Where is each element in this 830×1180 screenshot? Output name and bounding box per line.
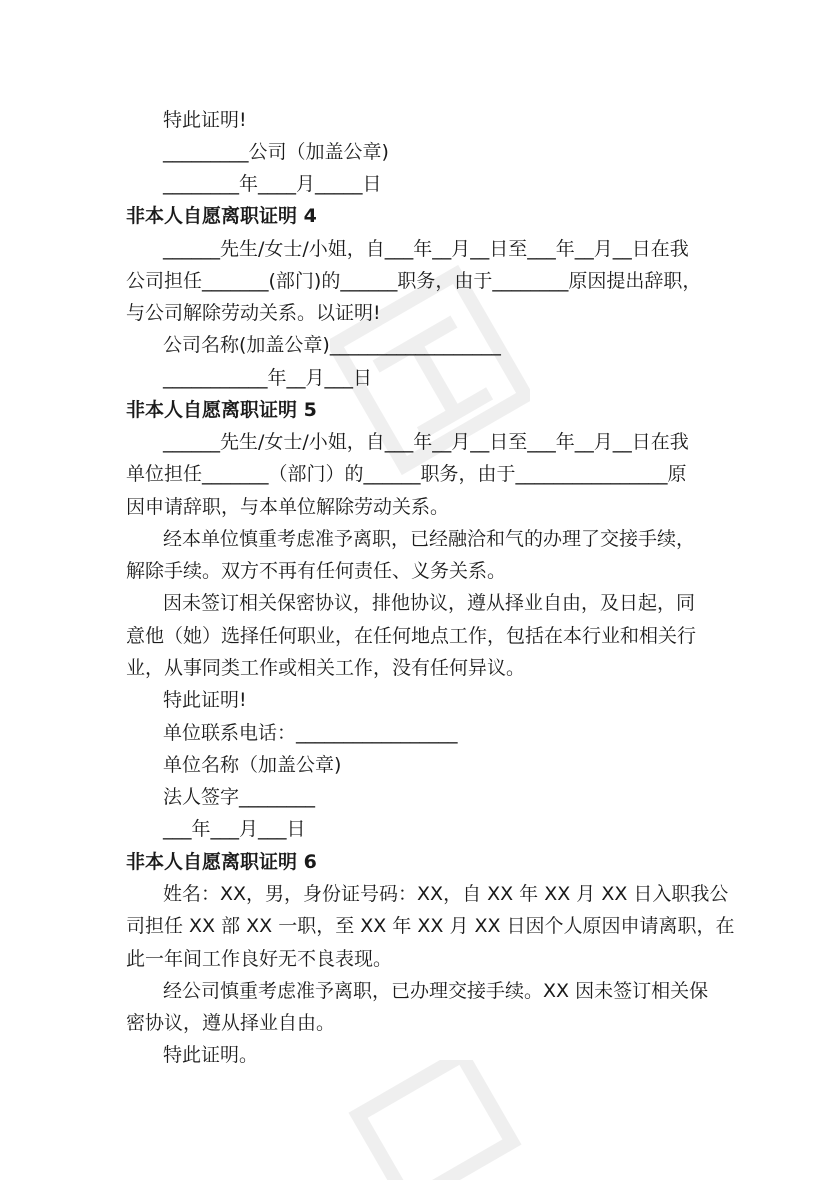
closing-statement: 特此证明! [163, 109, 247, 131]
paragraph-line: 业，从事同类工作或相关工作，没有任何异议。 [126, 657, 526, 679]
paragraph-line: 单位担任_______（部门）的______职务，由于________________原 [126, 463, 687, 485]
paragraph-line: 密协议，遵从择业自由。 [126, 1012, 336, 1034]
date-line: ___年___月___日 [163, 818, 306, 840]
paragraph-line: 经公司慎重考虑准予离职，已办理交接手续。XX 因未签订相关保 [163, 980, 709, 1002]
paragraph-line: ______先生/女士/小姐，自___年__月__日至___年__月__日在我 [163, 431, 689, 453]
unit-seal-line: 单位名称（加盖公章) [163, 754, 342, 776]
date-line: ________年____月_____日 [163, 173, 382, 195]
paragraph-line: 司担任 XX 部 XX 一职，至 XX 年 XX 月 XX 日因个人原因申请离职，在 [126, 915, 735, 937]
paragraph-line: 因未签订相关保密协议，排他协议，遵从择业自由，及日起，同 [163, 592, 696, 614]
phone-line: 单位联系电话：_________________ [163, 722, 458, 744]
section-heading-4: 非本人自愿离职证明 4 [126, 205, 317, 227]
paragraph-line: 此一年间工作良好无不良表现。 [126, 948, 393, 970]
paragraph-line: 与公司解除劳动关系。以证明! [126, 302, 381, 324]
section-heading-6: 非本人自愿离职证明 6 [126, 851, 317, 873]
paragraph-line: 意他（她）选择任何职业，在任何地点工作，包括在本行业和相关行 [126, 625, 697, 647]
watermark-logo-bottom [330, 1060, 530, 1180]
section-heading-5: 非本人自愿离职证明 5 [126, 399, 317, 421]
paragraph-line: 经本单位慎重考虑准予离职，已经融洽和气的办理了交接手续， [163, 528, 696, 550]
paragraph-line: 公司担任_______(部门)的______职务，由于________原因提出辞职， [126, 270, 702, 292]
legal-signature-line: 法人签字________ [163, 786, 316, 808]
company-name-line: 公司名称(加盖公章)__________________ [163, 334, 501, 356]
closing-statement: 特此证明! [163, 689, 247, 711]
paragraph-line: 姓名：XX，男，身份证号码：XX，自 XX 年 XX 月 XX 日入职我公 [163, 883, 729, 905]
paragraph-line: 因申请辞职，与本单位解除劳动关系。 [126, 496, 450, 518]
closing-statement: 特此证明。 [163, 1044, 259, 1066]
paragraph-line: ______先生/女士/小姐，自___年__月__日至___年__月__日在我 [163, 238, 689, 260]
date-line: ___________年__月___日 [163, 367, 373, 389]
company-seal-line: _________公司（加盖公章) [163, 141, 389, 163]
paragraph-line: 解除手续。双方不再有任何责任、义务关系。 [126, 560, 507, 582]
